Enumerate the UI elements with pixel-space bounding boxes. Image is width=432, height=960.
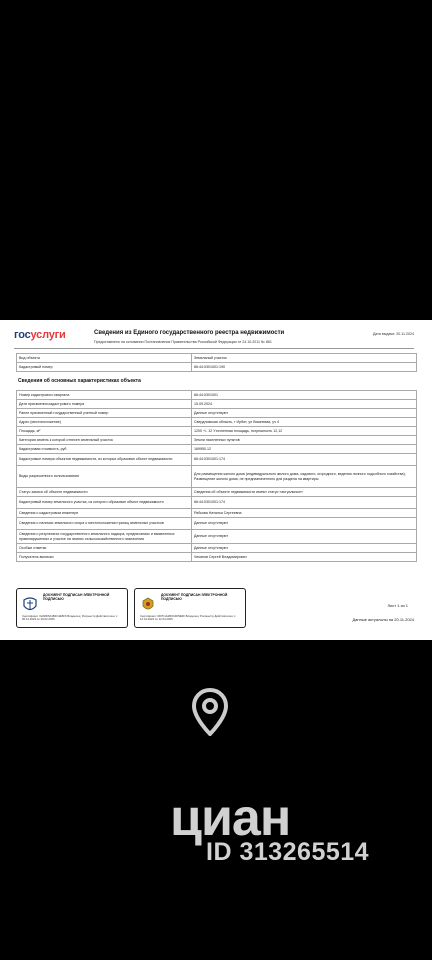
row-value: Свердловская область, г Ирбит, ул Вишневая, уч 4 bbox=[192, 418, 417, 427]
location-pin-icon bbox=[192, 688, 228, 736]
row-label: Номер кадастрового квартала bbox=[17, 391, 192, 400]
signature-title: ДОКУМЕНТ ПОДПИСАН ЭЛЕКТРОННОЙ ПОДПИСЬЮ bbox=[161, 593, 228, 601]
row-value: 66:44:0301001:174 bbox=[192, 454, 417, 466]
table-row bbox=[17, 509, 417, 518]
table-row bbox=[17, 391, 417, 400]
document-date: Дата выдачи: 20.11.2024 bbox=[372, 332, 414, 336]
row-value: Данные отсутствуют bbox=[192, 409, 417, 418]
table-row bbox=[17, 530, 417, 544]
table-row bbox=[17, 497, 417, 509]
table-row bbox=[17, 488, 417, 497]
row-label: Кадастровые номера объектов недвижимости, из которых образован объект недвижимости bbox=[17, 454, 192, 466]
row-label: Сведения о результатах государственного земельного надзора, предписаниях и выявленных правонарушениях и участке на землях сельскохозяйственного назначения bbox=[17, 530, 192, 544]
table-row bbox=[17, 418, 417, 427]
table-row bbox=[17, 409, 417, 418]
section-title: Сведения об основных характеристиках объекта bbox=[18, 378, 141, 384]
data-actual-date: Данные актуальны на 20.11.2024 bbox=[352, 617, 414, 622]
row-value: Данные отсутствуют bbox=[192, 530, 417, 544]
signature-stamp-2 bbox=[134, 588, 246, 628]
row-label: Виды разрешенного использования bbox=[17, 466, 192, 488]
gosuslugi-logo: госуслуги bbox=[14, 329, 66, 341]
row-label: Площадь, м² bbox=[17, 427, 192, 436]
row-value: Земли населенных пунктов bbox=[192, 436, 417, 445]
table-row bbox=[17, 354, 417, 363]
table-row bbox=[17, 436, 417, 445]
table-row bbox=[17, 363, 417, 372]
row-label: Сведения о кадастровом инженере bbox=[17, 509, 192, 518]
cian-logo: циан bbox=[170, 789, 291, 847]
divider bbox=[14, 348, 414, 349]
row-label: Получатель выписки bbox=[17, 553, 192, 562]
row-value: Данные отсутствуют bbox=[192, 544, 417, 553]
table-row bbox=[17, 427, 417, 436]
signature-title: ДОКУМЕНТ ПОДПИСАН ЭЛЕКТРОННОЙ ПОДПИСЬЮ bbox=[43, 593, 110, 601]
table-row bbox=[17, 466, 417, 488]
table-row bbox=[17, 454, 417, 466]
row-label: Кадастровая стоимость, руб bbox=[17, 445, 192, 454]
row-label: Адрес (местоположение) bbox=[17, 418, 192, 427]
row-label: Кадастровый номер bbox=[17, 363, 192, 372]
row-label: Дата присвоения кадастрового номера bbox=[17, 400, 192, 409]
coat-of-arms-icon bbox=[140, 596, 156, 614]
object-type-table bbox=[16, 353, 417, 372]
row-value: Сведения об объекте недвижимости имеют статус «актуальные» bbox=[192, 488, 417, 497]
signature-stamp-1 bbox=[16, 588, 128, 628]
row-value: 15.09.2024 bbox=[192, 400, 417, 409]
document-title: Сведения из Единого государственного реестра недвижимости bbox=[94, 330, 285, 336]
row-value: 66:44:0301001:174 bbox=[192, 497, 417, 509]
table-row bbox=[17, 445, 417, 454]
table-row bbox=[17, 553, 417, 562]
table-row bbox=[17, 518, 417, 530]
document-subtitle: Предоставлено на основании Постановления Правительства Российской Федерации от 24.10.2011 № 861 bbox=[94, 340, 272, 344]
signature-details: Сертификат: 0D7F1A2B3C4D5E6F Владелец: Росреестр Действителен: с 12.01.2024 по 12.04.2025 bbox=[140, 614, 236, 622]
row-value: 66:44:0301001 bbox=[192, 391, 417, 400]
document-sheet bbox=[0, 320, 432, 640]
row-value: Для размещения жилого дома (индивидуального жилого дома, садового, огородного, ведения личного подсобного хозяйства); Размещение жилого дома, не предназначенного для раздела на квартиры bbox=[192, 466, 417, 488]
table-row bbox=[17, 544, 417, 553]
row-value: 1200 +/- 12 Уточненная площадь, погрешность 12,12 bbox=[192, 427, 417, 436]
row-label: Вид объекта bbox=[17, 354, 192, 363]
cian-watermark bbox=[170, 688, 390, 878]
row-value: 66:44:0301001:190 bbox=[192, 363, 417, 372]
listing-id: ID 313265514 bbox=[206, 838, 370, 866]
row-value: 169950.12 bbox=[192, 445, 417, 454]
row-label: Кадастровый номер земельного участка, из которого образован объект недвижимости bbox=[17, 497, 192, 509]
row-label: Ранее присвоенный государственный учетный номер bbox=[17, 409, 192, 418]
row-value: Чеканов Сергей Владимирович bbox=[192, 553, 417, 562]
row-label: Категория земель к которой отнесен земельный участок bbox=[17, 436, 192, 445]
page-number: Лист 1 из 1 bbox=[387, 603, 408, 608]
row-value: Земельный участок bbox=[192, 354, 417, 363]
rosreestr-emblem-icon bbox=[22, 596, 38, 614]
characteristics-table bbox=[16, 390, 417, 562]
table-row bbox=[17, 400, 417, 409]
signature-details: Сертификат: 02A8D5A1B3C4E5F6 Владелец: Росреестр Действителен: с 05.12.2023 по 29.02.2025 bbox=[22, 614, 118, 622]
row-value: Данные отсутствуют bbox=[192, 518, 417, 530]
row-label: Особые отметки bbox=[17, 544, 192, 553]
row-label: Статус записи об объекте недвижимости bbox=[17, 488, 192, 497]
row-label: Сведения о наличии земельного спора о местоположении границ земельных участков bbox=[17, 518, 192, 530]
row-value: Рябкова Наталья Сергеевна bbox=[192, 509, 417, 518]
